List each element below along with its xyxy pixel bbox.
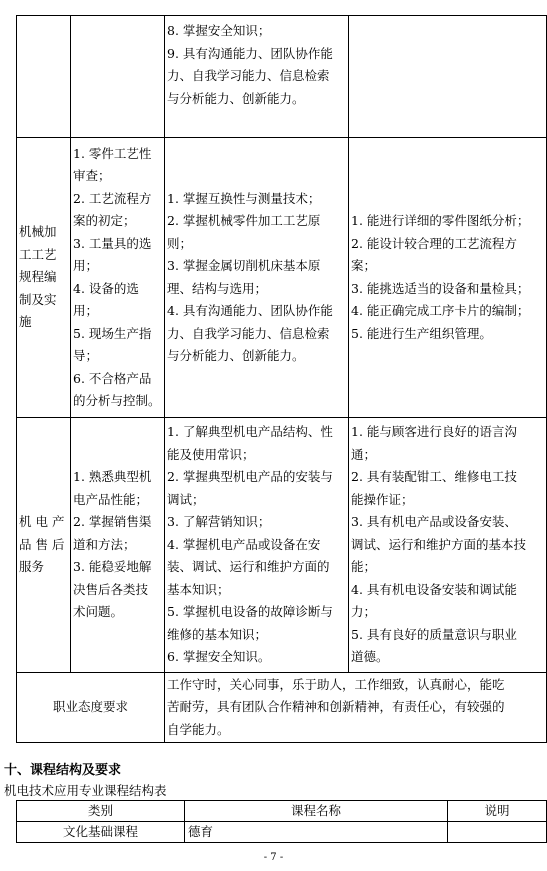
column-header: 说明 bbox=[448, 801, 547, 822]
text-line: 3. 掌握金属切削机床基本原 bbox=[167, 258, 321, 273]
text-line: 维修的基本知识； bbox=[167, 626, 268, 642]
text-line: 电产品性能； bbox=[73, 491, 149, 507]
text-line: 4. 能正确完成工序卡片的编制； bbox=[351, 303, 530, 318]
text-line: 道德。 bbox=[351, 649, 389, 665]
text-line: 能及使用常识； bbox=[167, 446, 255, 462]
table-header-row bbox=[17, 801, 547, 822]
text-line: 2. 能设计较合理的工艺流程方 bbox=[351, 235, 517, 251]
text-line: 8. 掌握安全知识； bbox=[167, 23, 271, 38]
text-line: 术问题。 bbox=[73, 604, 124, 620]
table-cell: 文化基础课程 bbox=[17, 822, 185, 843]
table-cell bbox=[165, 16, 349, 138]
page-number: - 7 - bbox=[263, 852, 284, 863]
text-line: 品 售 后 bbox=[19, 536, 65, 552]
attitude-label: 职业态度要求 bbox=[17, 673, 165, 743]
text-line: 1. 了解典型机电产品结构、性 bbox=[167, 424, 333, 440]
text-line: 则； bbox=[167, 235, 193, 251]
text-line: 3. 具有机电产品或设备安装、 bbox=[351, 514, 517, 530]
text-line: 道和方法； bbox=[73, 536, 136, 552]
text-line: 6. 不合格产品 bbox=[73, 370, 152, 386]
text-line: 通； bbox=[351, 446, 377, 462]
text-line: 案； bbox=[351, 258, 377, 273]
text-line: 与分析能力、创新能力。 bbox=[167, 90, 305, 106]
role-cell bbox=[17, 138, 71, 418]
text-line: 力、自我学习能力、信息检索 bbox=[167, 325, 330, 341]
text-line: 理、结构与选用； bbox=[167, 280, 268, 296]
text-line: 制及实 bbox=[19, 291, 57, 307]
text-line: 5. 掌握机电设备的故障诊断与 bbox=[167, 604, 333, 620]
table-caption: 机电技术应用专业课程结构表 bbox=[4, 783, 167, 798]
text-line: 决售后各类技 bbox=[73, 581, 149, 597]
section-title: 十、课程结构及要求 bbox=[4, 763, 122, 778]
ability-cell bbox=[349, 138, 547, 418]
text-line: 用； bbox=[73, 258, 99, 273]
table-row bbox=[17, 16, 547, 138]
ability-cell bbox=[349, 418, 547, 673]
text-line: 2. 工艺流程方 bbox=[73, 190, 152, 206]
text-line: 1. 掌握互换性与测量技术； bbox=[167, 190, 321, 206]
text-line: 调试； bbox=[167, 491, 205, 507]
table-row bbox=[17, 822, 547, 843]
task-cell bbox=[71, 418, 165, 673]
text-line: 工作守时，关心同事，乐于助人，工作细致，认真耐心，能吃 bbox=[167, 676, 505, 692]
text-line: 4. 具有沟通能力、团队协作能 bbox=[167, 303, 333, 318]
column-header: 类别 bbox=[17, 801, 185, 822]
text-line: 机 电 产 bbox=[19, 514, 65, 530]
text-line: 1. 零件工艺性 bbox=[73, 145, 152, 161]
text-line: 的分析与控制。 bbox=[73, 393, 161, 408]
text-line: 4. 具有机电设备安装和调试能 bbox=[351, 581, 517, 597]
text-line: 6. 掌握安全知识。 bbox=[167, 649, 271, 665]
text-line: 2. 具有装配钳工、维修电工技 bbox=[351, 469, 517, 485]
text-line: 3. 了解营销知识； bbox=[167, 514, 271, 530]
text-line: 3. 工量具的选 bbox=[73, 235, 152, 251]
text-line: 装、调试、运行和维护方面的 bbox=[167, 559, 330, 575]
role-cell bbox=[17, 418, 71, 673]
occupation-table bbox=[16, 15, 547, 743]
text-line: 基本知识； bbox=[167, 581, 230, 597]
table-cell bbox=[17, 16, 71, 138]
text-line: 案的初定； bbox=[73, 213, 136, 228]
text-line: 2. 掌握典型机电产品的安装与 bbox=[167, 469, 333, 485]
text-line: 服务 bbox=[19, 559, 45, 575]
text-line: 9. 具有沟通能力、团队协作能 bbox=[167, 45, 333, 61]
text-line: 力； bbox=[351, 604, 377, 620]
text-line: 5. 现场生产指 bbox=[73, 325, 152, 341]
table-cell bbox=[349, 16, 547, 138]
text-line: 自学能力。 bbox=[167, 721, 230, 737]
knowledge-cell bbox=[165, 418, 349, 673]
text-line: 工工艺 bbox=[19, 246, 57, 262]
text-line: 1. 能进行详细的零件图纸分析； bbox=[351, 213, 530, 228]
text-line: 3. 能挑选适当的设备和量检具； bbox=[351, 280, 530, 296]
text-line: 1. 能与顾客进行良好的语言沟 bbox=[351, 424, 517, 440]
task-cell bbox=[71, 138, 165, 418]
text-line: 5. 能进行生产组织管理。 bbox=[351, 325, 492, 341]
text-line: 3. 能稳妥地解 bbox=[73, 559, 152, 575]
table-cell bbox=[448, 822, 547, 843]
course-structure-table bbox=[16, 800, 547, 843]
column-header: 课程名称 bbox=[185, 801, 448, 822]
text-line: 5. 具有良好的质量意识与职业 bbox=[351, 626, 517, 642]
text-line: 审查； bbox=[73, 168, 111, 183]
text-line: 力、自我学习能力、信息检索 bbox=[167, 68, 330, 83]
text-line: 2. 掌握销售渠 bbox=[73, 514, 152, 530]
text-line: 机械加 bbox=[19, 224, 57, 240]
table-cell: 德育 bbox=[185, 822, 448, 843]
text-line: 施 bbox=[19, 314, 32, 330]
text-line: 4. 掌握机电产品或设备在安 bbox=[167, 536, 321, 552]
text-line: 能操作证； bbox=[351, 491, 414, 507]
text-line: 导； bbox=[73, 348, 99, 363]
text-line: 4. 设备的选用； bbox=[73, 280, 139, 318]
table-row bbox=[17, 138, 547, 418]
text-line: 苦耐劳，具有团队合作精神和创新精神，有责任心，有较强的 bbox=[167, 699, 505, 715]
knowledge-cell bbox=[165, 138, 349, 418]
table-cell bbox=[71, 16, 165, 138]
text-line: 规程编 bbox=[19, 269, 57, 285]
text-line: 调试、运行和维护方面的基本技 bbox=[351, 536, 527, 552]
table-row bbox=[17, 673, 547, 743]
text-line: 与分析能力、创新能力。 bbox=[167, 348, 305, 363]
table-row bbox=[17, 418, 547, 673]
text-line: 能； bbox=[351, 559, 377, 575]
attitude-cell bbox=[165, 673, 547, 743]
text-line: 2. 掌握机械零件加工工艺原 bbox=[167, 213, 321, 228]
text-line: 1. 熟悉典型机 bbox=[73, 469, 152, 485]
